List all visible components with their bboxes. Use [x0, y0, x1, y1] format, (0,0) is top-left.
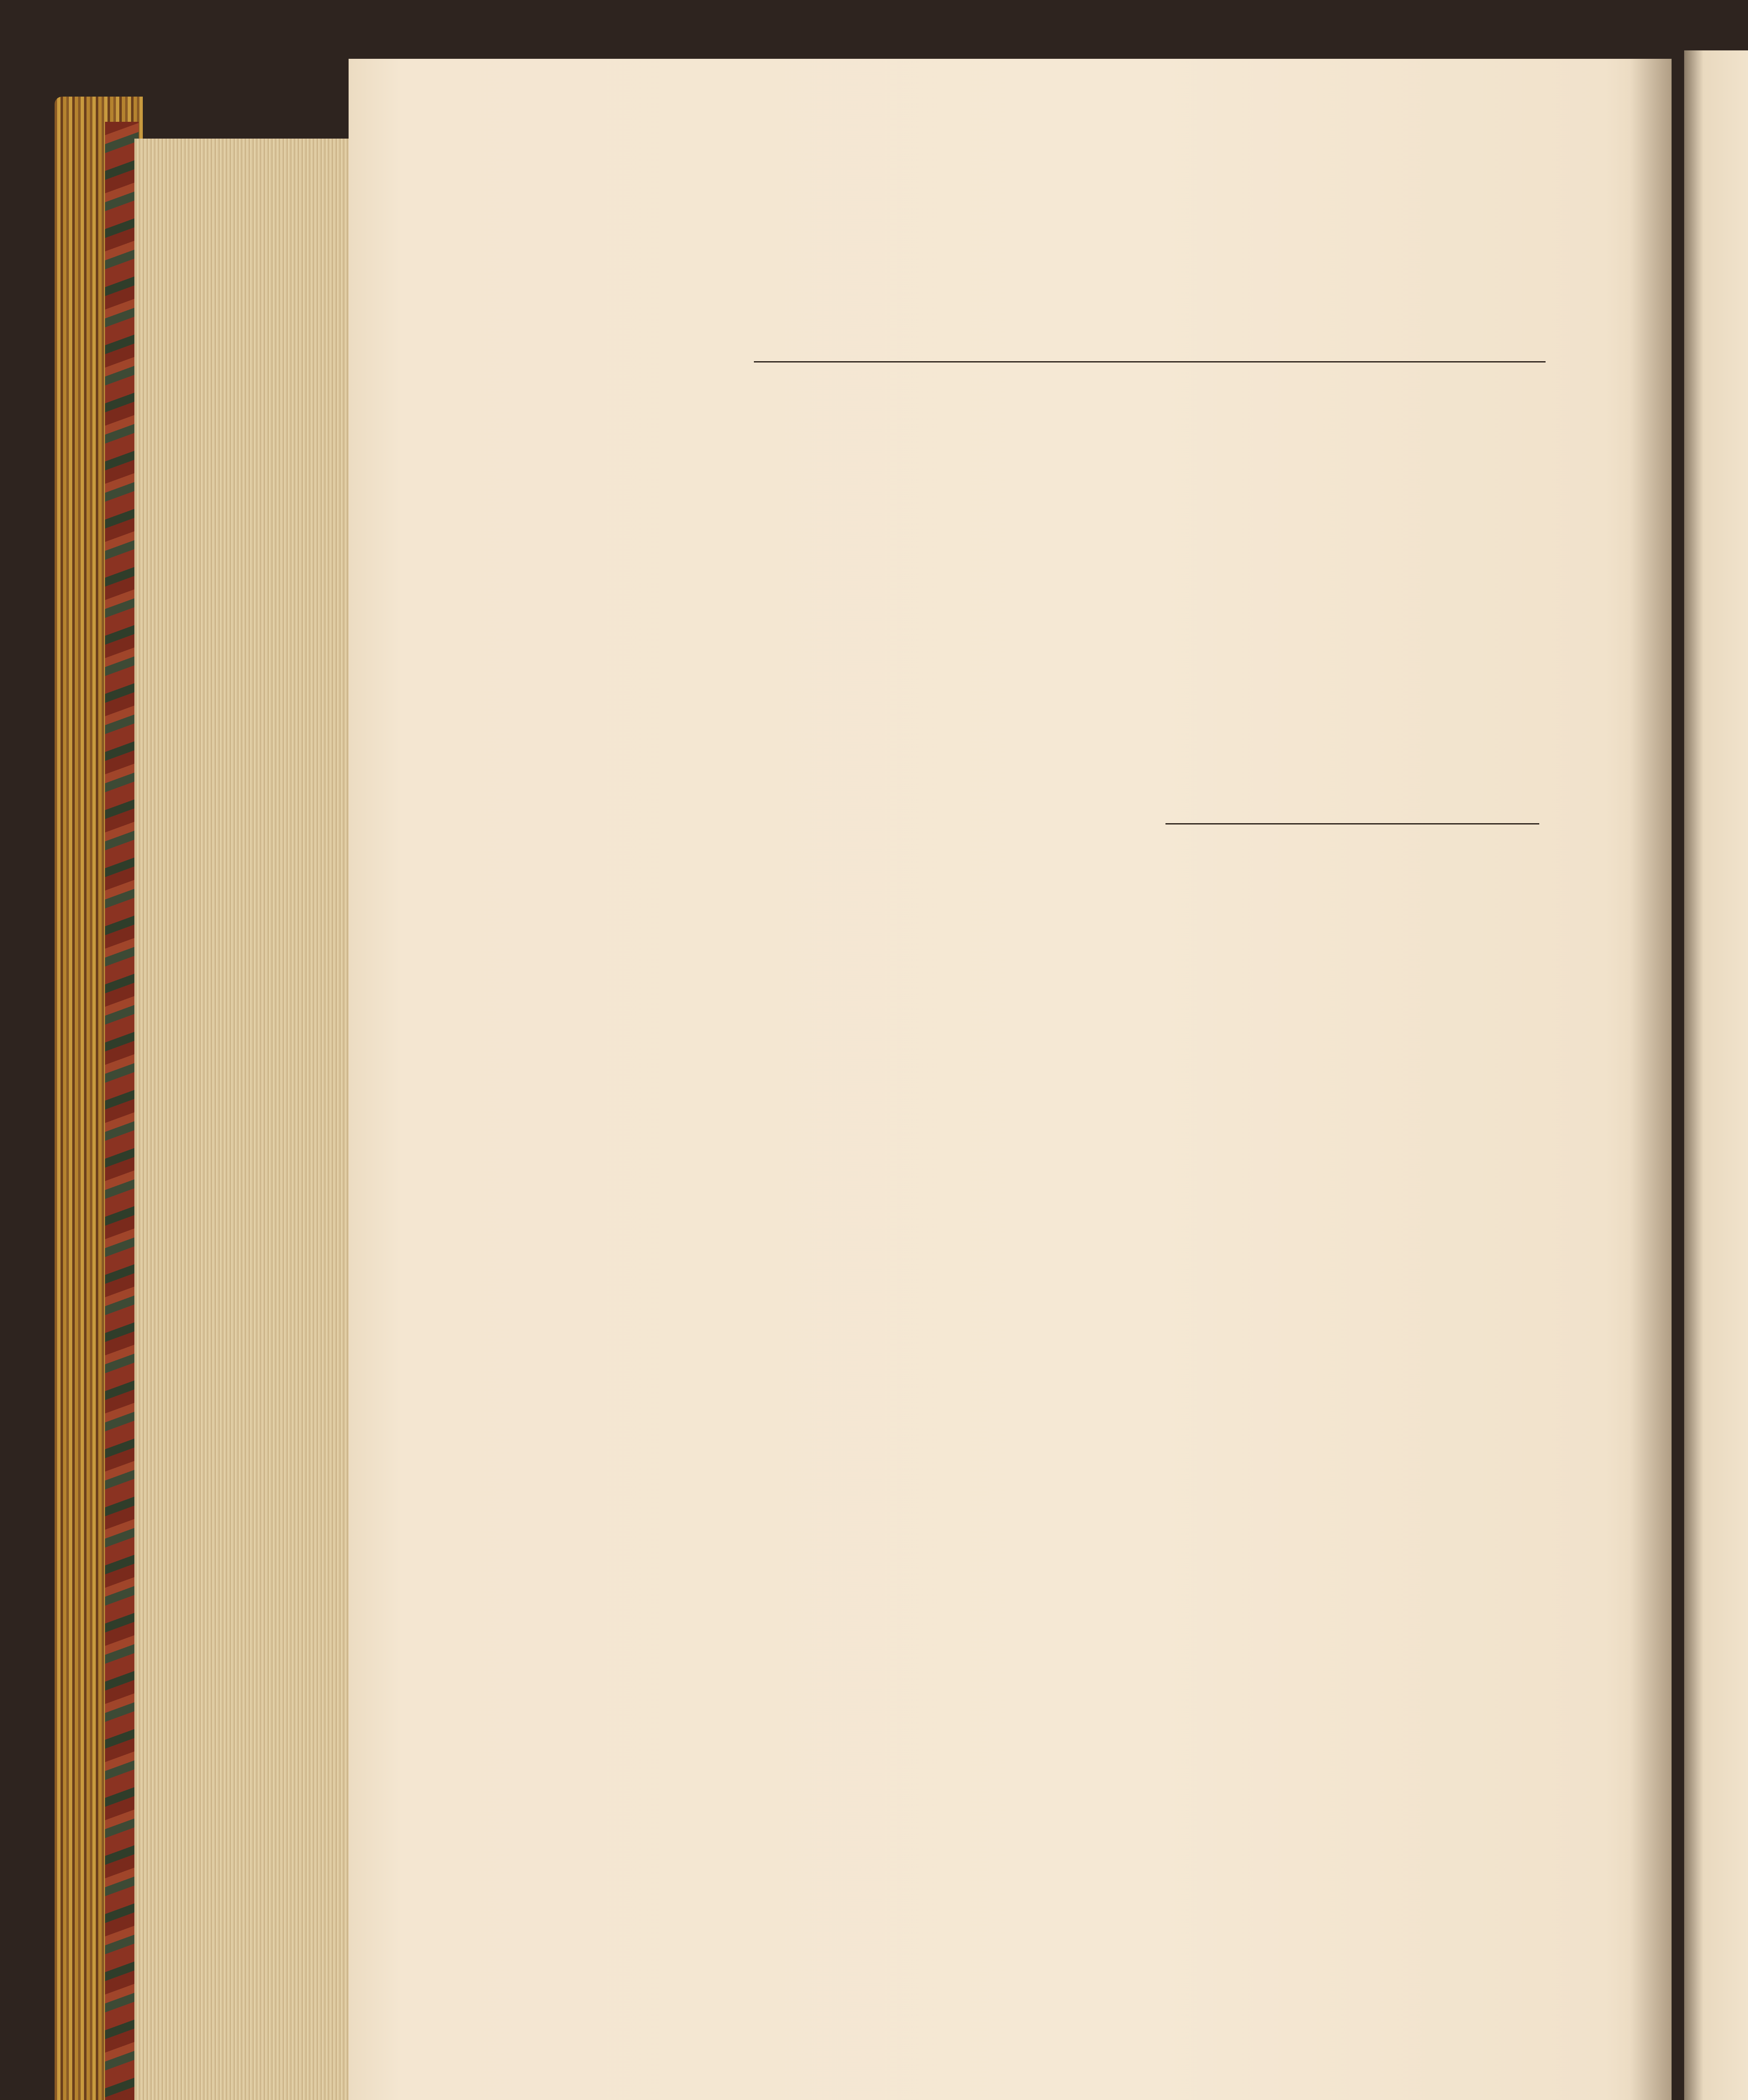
book-page: [349, 59, 1672, 2100]
facing-page: [1684, 50, 1748, 2100]
header-rule: [754, 361, 1546, 362]
marbled-endpaper: [105, 122, 139, 2100]
gutter-shadow: [1630, 59, 1672, 2100]
section-rule: [1165, 823, 1539, 824]
page-block-edges: [134, 139, 353, 2100]
